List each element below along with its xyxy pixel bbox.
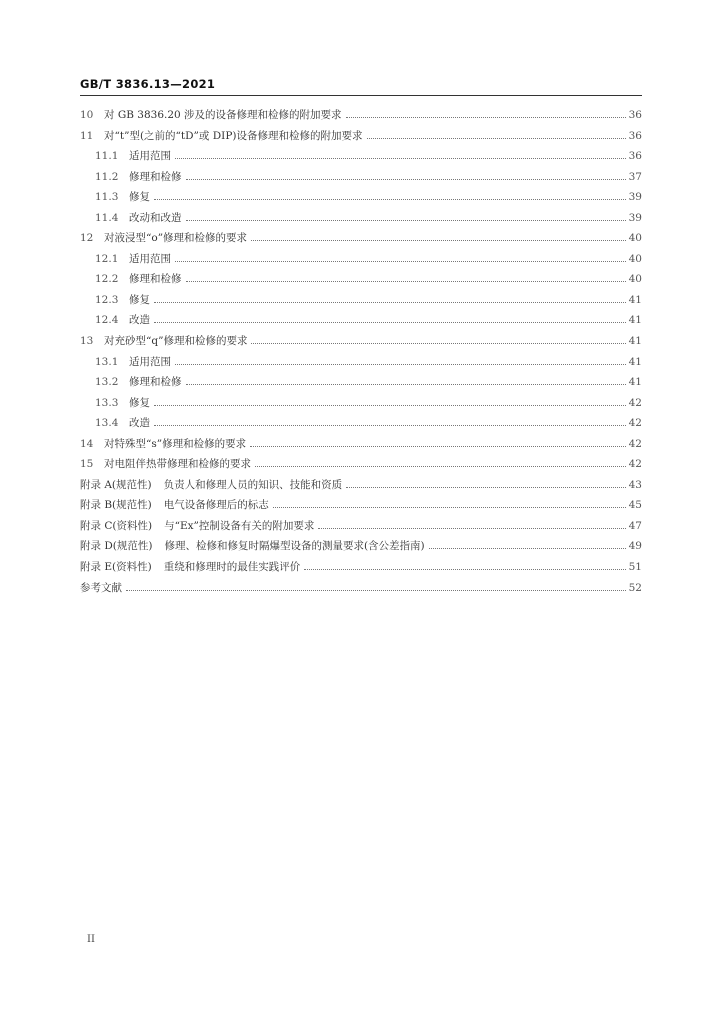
toc-entry-number: 12.2 [95,273,119,286]
dot-leader [251,240,626,241]
toc-entry-number: 附录 B(规范性) [80,499,152,512]
toc-entry-page: 47 [628,519,642,532]
toc-entry-title: 适用范围 [129,355,171,368]
toc-entry-number: 12.3 [95,293,119,306]
dot-leader [255,466,626,467]
toc-entry-title: 修理和检修 [129,273,182,286]
dot-leader [318,528,625,529]
toc-entry[interactable] [80,518,642,539]
toc-entry-title: 对 GB 3836.20 涉及的设备修理和检修的附加要求 [104,109,342,121]
toc-entry-page: 45 [628,499,642,512]
toc-entry-number: 附录 A(规范性) [80,478,152,491]
dot-leader [154,322,626,323]
toc-entry-number: 12 [80,232,94,245]
toc-entry-page: 40 [628,252,642,265]
toc-entry-title: 修理、检修和修复时隔爆型设备的测量要求(含公差指南) [164,540,425,553]
toc-entry-title: 改造 [129,314,150,327]
toc-entry[interactable] [80,169,642,190]
toc-entry-page: 41 [628,293,642,306]
dot-leader [175,158,626,159]
toc-entry-title: 修复 [129,396,150,409]
document-id-header: GB/T 3836.13—2021 [80,77,216,91]
toc-entry-page: 40 [628,273,642,286]
toc-entry-title: 电气设备修理后的标志 [163,499,269,512]
toc-entry-title: 适用范围 [129,252,171,265]
toc-entry[interactable] [80,477,642,498]
toc-entry-number: 13 [80,335,94,348]
toc-entry-page: 42 [628,417,642,430]
toc-entry-number: 附录 C(资料性) [80,519,153,532]
toc-entry[interactable] [80,333,642,354]
toc-entry-title: 改动和改造 [129,211,182,224]
toc-entry-page: 36 [628,109,642,121]
toc-entry-title: 参考文献 [80,581,122,594]
toc-entry-number: 10 [80,109,94,121]
header-rule [80,95,642,96]
toc-entry-title: 改造 [129,417,150,430]
toc-entry-page: 40 [628,232,642,245]
toc-entry-page: 37 [628,170,642,183]
toc-entry[interactable] [80,395,642,416]
toc-entry-page: 43 [628,478,642,491]
toc-entry-title: 重绕和修理时的最佳实践评价 [163,561,301,574]
toc-entry-title: 对充砂型“q”修理和检修的要求 [104,335,248,348]
dot-leader [186,179,626,180]
toc-entry-page: 49 [628,540,642,553]
toc-entry[interactable] [80,251,642,272]
toc-entry-page: 42 [628,437,642,450]
toc-entry-number: 11.1 [95,150,119,163]
toc-entry[interactable] [80,128,642,149]
toc-entry-title: 适用范围 [129,150,171,163]
toc-entry-title: 对电阻伴热带修理和检修的要求 [104,458,251,471]
toc-entry-title: 修理和检修 [129,376,182,389]
toc-entry-page: 41 [628,335,642,348]
toc-entry-page: 42 [628,458,642,471]
dot-leader [346,487,626,488]
dot-leader [346,117,626,118]
toc-entry-number: 11 [80,129,94,142]
dot-leader [154,425,626,426]
toc-entry-number: 12.1 [95,252,119,265]
toc-entry[interactable] [80,230,642,251]
toc-entry[interactable] [80,436,642,457]
dot-leader [250,446,626,447]
dot-leader [429,548,626,549]
toc-entry-page: 51 [628,561,642,574]
toc-entry-title: 对液浸型“o”修理和检修的要求 [104,232,248,245]
dot-leader [126,590,626,591]
toc-entry-number: 13.1 [95,355,119,368]
toc-entry[interactable] [80,210,642,231]
toc-entry-title: 修复 [129,293,150,306]
toc-entry-page: 39 [628,191,642,204]
toc-entry-page: 39 [628,211,642,224]
dot-leader [367,138,626,139]
toc-entry-title: 修理和检修 [129,170,182,183]
toc-entry-number: 13.3 [95,396,119,409]
toc-entry-page: 36 [628,150,642,163]
dot-leader [273,507,626,508]
toc-entry[interactable] [80,497,642,518]
toc-entry-page: 36 [628,129,642,142]
dot-leader [175,261,626,262]
toc-entry[interactable] [80,354,642,375]
dot-leader [154,199,626,200]
page-number-footer: II [87,934,95,945]
toc-entry-number: 14 [80,437,94,450]
toc-entry-number: 11.3 [95,191,119,204]
toc-entry[interactable] [80,312,642,333]
toc-entry[interactable] [80,292,642,313]
toc-entry-number: 13.4 [95,417,119,430]
toc-entry-number: 15 [80,458,94,471]
toc-entry-page: 41 [628,355,642,368]
dot-leader [304,569,625,570]
toc-entry-title: 对特殊型“s”修理和检修的要求 [104,437,247,450]
toc-entry[interactable] [80,374,642,395]
toc-entry[interactable] [80,415,642,436]
toc-entry-number: 11.2 [95,170,119,183]
toc-entry-page: 41 [628,376,642,389]
dot-leader [154,405,626,406]
toc-entry-title: 对“t”型(之前的“tD”或 DIP)设备修理和检修的附加要求 [104,129,363,142]
dot-leader [175,364,626,365]
toc-entry-number: 12.4 [95,314,119,327]
dot-leader [251,343,625,344]
dot-leader [186,220,626,221]
toc-entry[interactable] [80,148,642,169]
dot-leader [186,281,626,282]
toc-entry[interactable] [80,559,642,580]
toc-entry-number: 附录 E(资料性) [80,561,152,574]
toc-entry-page: 52 [628,581,642,594]
toc-entry[interactable] [80,107,642,128]
toc-entry[interactable] [80,189,642,210]
toc-entry-title: 与“Ex”控制设备有关的附加要求 [164,519,315,532]
toc-entry[interactable] [80,456,642,477]
toc-entry-number: 附录 D(规范性) [80,540,153,553]
toc-entry[interactable] [80,271,642,292]
toc-entry[interactable] [80,580,642,601]
toc-entry-number: 11.4 [95,211,119,224]
toc-entry-number: 13.2 [95,376,119,389]
toc-entry-page: 42 [628,396,642,409]
toc-entry-title: 负责人和修理人员的知识、技能和资质 [163,478,343,491]
dot-leader [154,302,626,303]
dot-leader [186,384,626,385]
toc-entry-title: 修复 [129,191,150,204]
toc-entry-page: 41 [628,314,642,327]
table-of-contents [80,107,642,600]
toc-entry[interactable] [80,538,642,559]
